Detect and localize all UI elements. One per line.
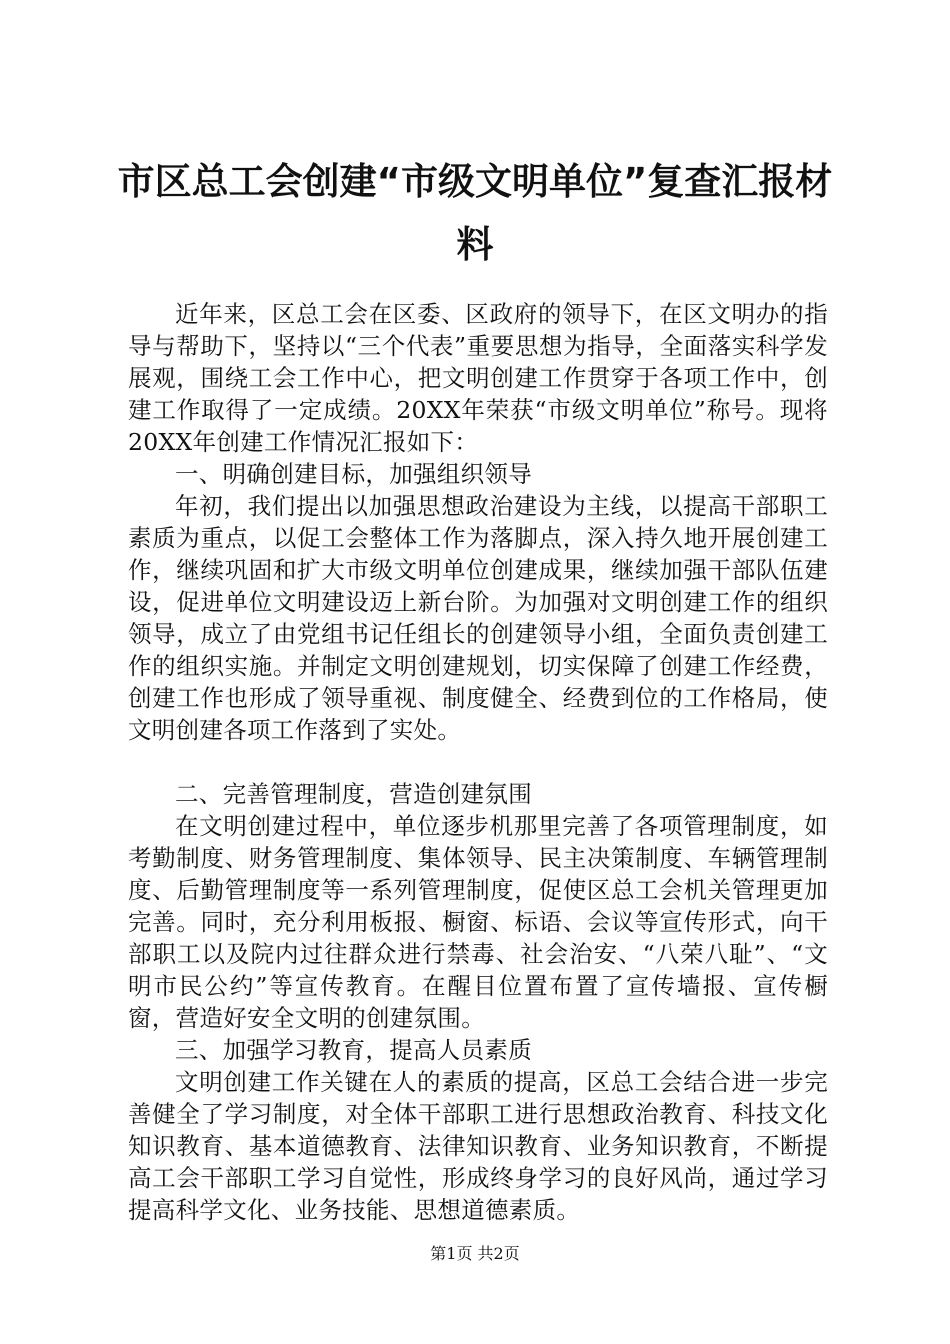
section-heading-1: 一、明确创建目标，加强组织领导 [175, 460, 532, 488]
paragraph-intro: 近年来，区总工会在区委、区政府的领导下，在区文明办的指导与帮助下，坚持以“三个代表”重要思想为指导，全面落实科学发展观，围绕工会工作中心，把文明创建工作贯穿于各项工作中，创建工作取得了一定成绩。20XX年荣获“市级文明单位”称号。现将20XX年创建工作情况汇报如下： [128, 300, 828, 456]
document-title: 市区总工会创建“市级文明单位”复查汇报材料 [117, 160, 833, 266]
paragraph-section-1: 年初，我们提出以加强思想政治建设为主线，以提高干部职工素质为重点，以促工会整体工作为落脚点，深入持久地开展创建工作，继续巩固和扩大市级文明单位创建成果，继续加强干部队伍建设，促进单位文明建设迈上新台阶。为加强对文明创建工作的组织领导，成立了由党组书记任组长的创建领导小组，全面负责创建工作的组织实施。并制定文明创建规划，切实保障了创建工作经费，创建工作也形成了领导重视、制度健全、经费到位的工作格局，使文明创建各项工作落到了实处。 [128, 492, 828, 744]
section-heading-3: 三、加强学习教育，提高人员素质 [175, 1036, 532, 1064]
document-body [128, 298, 828, 1226]
paragraph-section-3: 文明创建工作关键在人的素质的提高，区总工会结合进一步完善健全了学习制度，对全体干部职工进行思想政治教育、科技文化知识教育、基本道德教育、法律知识教育、业务知识教育，不断提高工会干部职工学习自觉性，形成终身学习的良好风尚，通过学习提高科学文化、业务技能、思想道德素质。 [128, 1068, 828, 1224]
paragraph-section-2: 在文明创建过程中，单位逐步机那里完善了各项管理制度，如考勤制度、财务管理制度、集体领导、民主决策制度、车辆管理制度、后勤管理制度等一系列管理制度，促使区总工会机关管理更加完善。同时，充分利用板报、橱窗、标语、会议等宣传形式，向干部职工以及院内过往群众进行禁毒、社会治安、“八荣八耻”、“文明市民公约”等宣传教育。在醒目位置布置了宣传墙报、宣传橱窗，营造好安全文明的创建氛围。 [128, 812, 828, 1032]
section-heading-2: 二、完善管理制度，营造创建氛围 [175, 780, 532, 808]
page-number-footer: 第1页 共2页 [430, 1244, 520, 1263]
